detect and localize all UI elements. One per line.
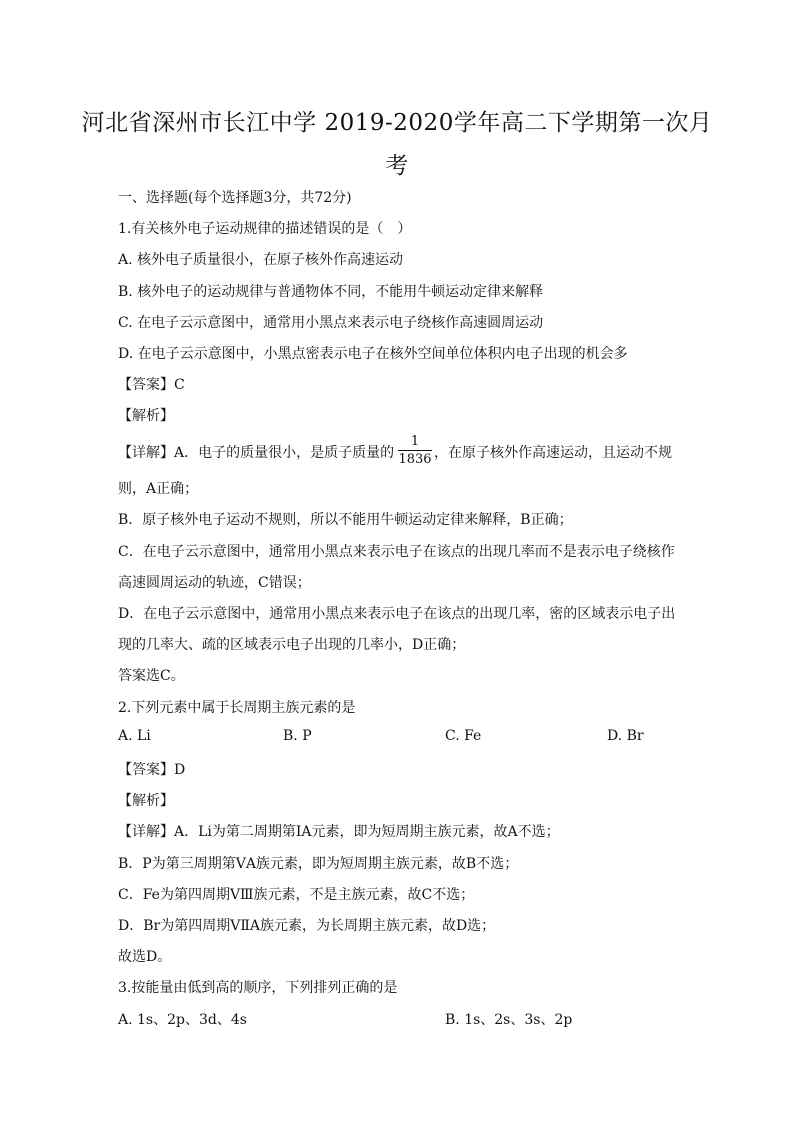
- q2-option-c: C. Fe: [445, 728, 482, 744]
- q2-detail-line3: C．Fe为第四周期ⅤⅢ族元素，不是主族元素，故C不选；: [118, 887, 475, 903]
- fraction-denominator: 1836: [398, 452, 432, 467]
- q1-detail-line5: 高速圆周运动的轨迹，C错误；: [118, 575, 311, 591]
- q1-option-b: B. 核外电子的运动规律与普通物体不同，不能用牛顿运动定律来解释: [118, 284, 544, 300]
- section-heading: 一、选择题(每个选择题3分，共72分): [118, 190, 352, 206]
- q3-stem: 3.按能量由低到高的顺序，下列排列正确的是: [118, 980, 398, 996]
- q3-option-b: B. 1s、2s、3s、2p: [445, 1012, 573, 1028]
- q2-detail-line4: D．Br为第四周期ⅤⅡA族元素，为长周期主族元素，故D选；: [118, 918, 496, 934]
- q1-option-a: A. 核外电子质量很小，在原子核外作高速运动: [118, 252, 404, 268]
- q1-detail-line7: 现的几率大、疏的区域表示电子出现的几率小，D正确；: [118, 637, 466, 653]
- q1-detail-line3: B．原子核外电子运动不规则，所以不能用牛顿运动定律来解释，B正确；: [118, 512, 573, 528]
- q2-option-d: D. Br: [607, 728, 644, 744]
- q1-answer: 【答案】C: [118, 377, 185, 393]
- q2-answer: 【答案】D: [118, 762, 186, 778]
- q2-detail-line2: B．P为第三周期第ⅤA族元素，即为短周期主族元素，故B不选；: [118, 856, 519, 872]
- document-title-line2: 考: [385, 153, 409, 179]
- q2-detail-line1: 【详解】A．Li为第二周期第ⅠA元素，即为短周期主族元素，故A不选；: [118, 824, 560, 840]
- fraction: [398, 434, 432, 467]
- q1-detail-part1: 【详解】A．电子的质量很小，是质子质量的: [118, 445, 395, 461]
- q1-option-d: D. 在电子云示意图中，小黑点密表示电子在核外空间单位体积内电子出现的机会多: [118, 346, 628, 362]
- document-title-line1: 河北省深州市长江中学 2019-2020学年高二下学期第一次月: [81, 110, 713, 136]
- q1-detail-part2: ，在原子核外作高速运动，且运动不规: [434, 445, 672, 461]
- q2-option-b: B. P: [283, 728, 312, 744]
- q1-detail-line4: C．在电子云示意图中，通常用小黑点来表示电子在该点的出现几率而不是表示电子绕核作: [118, 544, 675, 560]
- q2-stem: 2.下列元素中属于长周期主族元素的是: [118, 700, 356, 716]
- q1-analysis-label: 【解析】: [118, 408, 174, 424]
- q1-stem: 1.有关核外电子运动规律的描述错误的是（ ）: [118, 221, 412, 237]
- q3-option-a: A. 1s、2p、3d、4s: [118, 1012, 247, 1028]
- q1-option-c: C. 在电子云示意图中，通常用小黑点来表示电子绕核作高速圆周运动: [118, 315, 544, 331]
- q2-analysis-label: 【解析】: [118, 793, 174, 809]
- q1-conclusion: 答案选C。: [118, 668, 185, 684]
- q1-detail-line2: 则，A正确；: [118, 481, 199, 497]
- q1-detail-line6: D．在电子云示意图中，通常用小黑点来表示电子在该点的出现几率，密的区域表示电子出: [118, 606, 676, 622]
- q2-conclusion: 故选D。: [118, 949, 172, 965]
- fraction-numerator: 1: [398, 434, 432, 451]
- q2-option-a: A. Li: [118, 728, 151, 744]
